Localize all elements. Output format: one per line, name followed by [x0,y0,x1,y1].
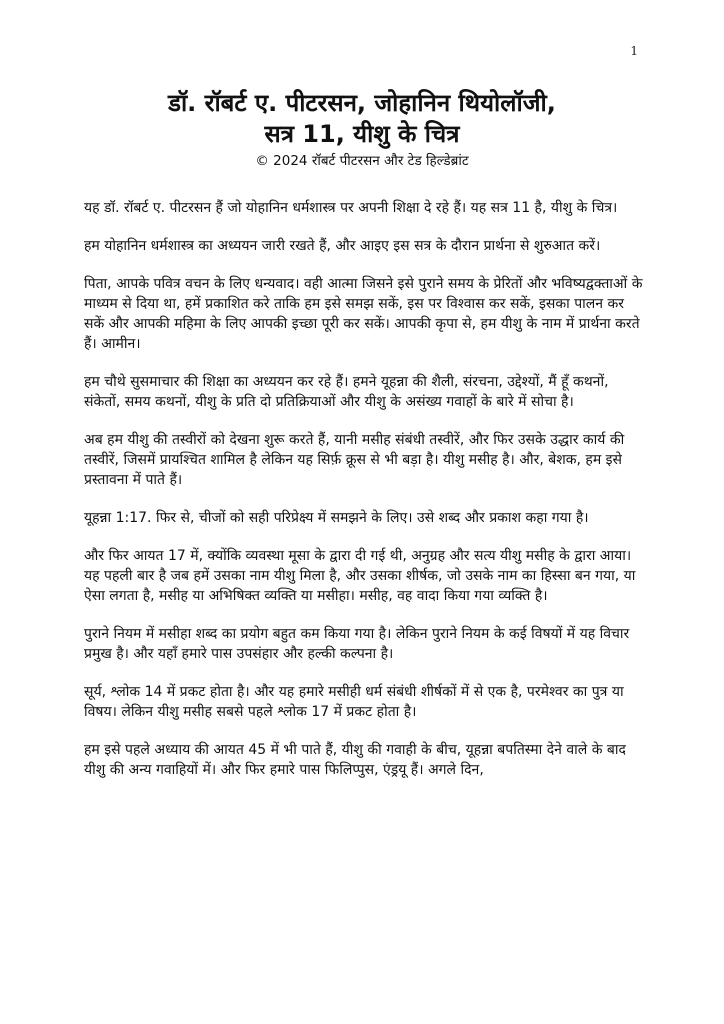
paragraph-4: हम चौथे सुसमाचार की शिक्षा का अध्ययन कर रहे हैं। हमने यूहन्ना की शैली, संरचना, उद्देश्यों, मैं हूँ कथनों, संकेतों, समय कथनों, यीशु के प्रति दो प्रतिक्रियाओं और यीशु के असंख्य गवाहों के बारे में सोचा है। [84,374,609,410]
paragraph-6: यूहन्ना 1:17. फिर से, चीजों को सही परिप्रेक्ष्य में समझने के लिए। उसे शब्द और प्रकाश कहा गया है। [84,510,589,526]
title-line-2: सत्र 11, यीशु के चित्र [264,120,460,148]
paragraph-3: पिता, आपके पवित्र वचन के लिए धन्यवाद। वही आत्मा जिसने इसे पुराने समय के प्रेरितों और भविष्यद्वक्ताओं के माध्यम से दिया था, हमें प्रकाशित करे ताकि हम इसे समझ सकें, इस पर विश्वास कर सकें, इसका पालन कर सकें और आपकी महिमा के लिए आपकी इच्छा पूरी कर सकें। आपकी कृपा से, हम यीशु के नाम में प्रार्थना करते हैं। आमीन। [84,276,643,352]
copyright-notice: © 2024 रॉबर्ट पीटरसन और टेड हिल्डेब्रांट [255,153,469,169]
document-header [0,88,724,171]
document-body [84,198,644,798]
paragraph-8: पुराने नियम में मसीहा शब्द का प्रयोग बहुत कम किया गया है। लेकिन पुराने नियम के कई विषयों में यह विचार प्रमुख है। और यहाँ हमारे पास उपसंहार और हल्की कल्पना है। [84,626,630,662]
page-number: 1 [630,44,638,58]
paragraph-10: हम इसे पहले अध्याय की आयत 45 में भी पाते हैं, यीशु की गवाही के बीच, यूहन्ना बपतिस्मा देने वाले के बाद यीशु की अन्य गवाहियों में। और फिर हमारे पास फिलिप्पुस, एंड्रयू हैं। अगले दिन, [84,742,626,778]
paragraph-1: यह डॉ. रॉबर्ट ए. पीटरसन हैं जो योहानिन धर्मशास्त्र पर अपनी शिक्षा दे रहे हैं। यह सत्र 11 है, यीशु के चित्र। [84,200,618,216]
paragraph-5: अब हम यीशु की तस्वीरों को देखना शुरू करते हैं, यानी मसीह संबंधी तस्वीरें, और फिर उसके उद्धार कार्य की तस्वीरें, जिसमें प्रायश्चित शामिल है लेकिन यह सिर्फ़ क्रूस से भी बड़ा है। यीशु मसीह है। और, बेशक, हम इसे प्रस्तावना में पाते हैं। [84,432,625,488]
paragraph-2: हम योहानिन धर्मशास्त्र का अध्ययन जारी रखते हैं, और आइए इस सत्र के दौरान प्रार्थना से शुरुआत करें। [84,238,601,254]
paragraph-7: और फिर आयत 17 में, क्योंकि व्यवस्था मूसा के द्वारा दी गई थी, अनुग्रह और सत्य यीशु मसीह के द्वारा आया। यह पहली बार है जब हमें उसका नाम यीशु मिला है, और उसका शीर्षक, जो उसके नाम का हिस्सा बन गया, या ऐसा लगता है, मसीह या अभिषिक्त व्यक्ति या मसीहा। मसीह, वह वादा किया गया व्यक्ति है। [84,548,636,604]
paragraph-9: सूर्य, श्लोक 14 में प्रकट होता है। और यह हमारे मसीही धर्म संबंधी शीर्षकों में से एक है, परमेश्वर का पुत्र या विषय। लेकिन यीशु मसीह सबसे पहले श्लोक 17 में प्रकट होता है। [84,684,624,720]
title-line-1: डॉ. रॉबर्ट ए. पीटरसन, जोहानिन थियोलॉजी, [168,89,556,117]
